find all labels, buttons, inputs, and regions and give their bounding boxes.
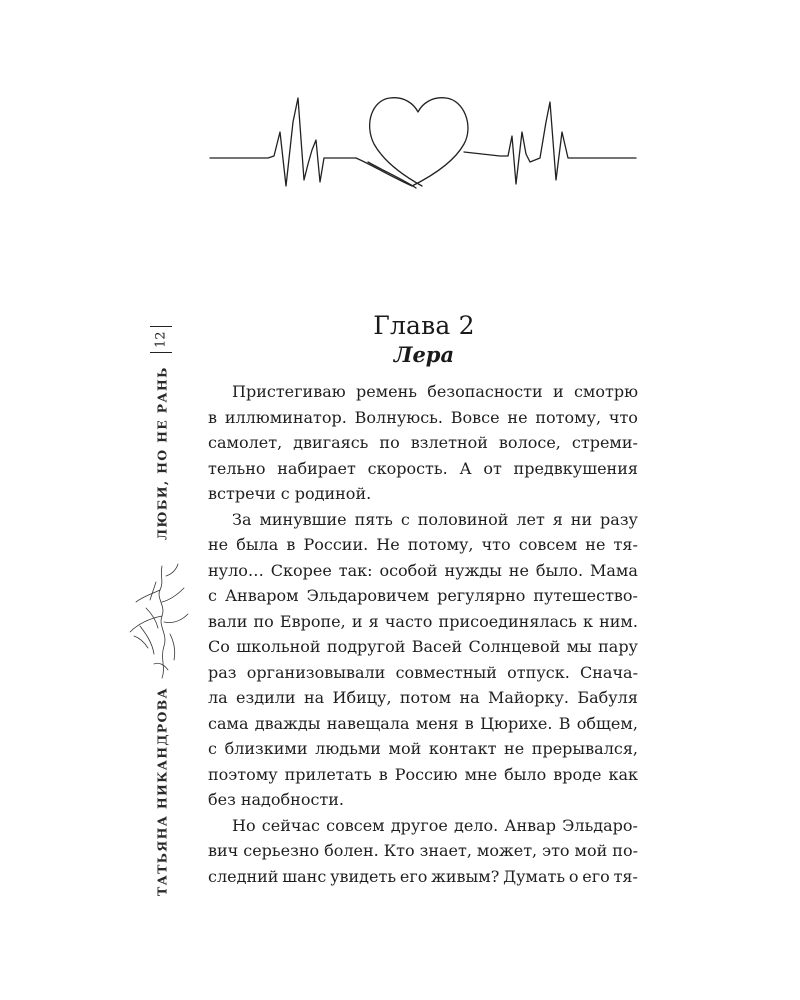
text-line: Но сейчас совсем другое дело. Анвар Эльдаро-: [232, 815, 638, 835]
text-line: поэтому прилетать в Россию мне было вроде как: [208, 764, 638, 784]
text-line: в иллюминатор. Волнуюсь. Вовсе не потому, что: [208, 407, 638, 427]
body-text: [208, 379, 638, 889]
text-line: раз организовывали совместный отпуск. Снача-: [208, 662, 638, 682]
text-line: следний шанс увидеть его живым? Думать о его тя-: [208, 866, 638, 886]
sketch-illustration-icon: [126, 562, 192, 680]
text-line: нуло… Скорее так: особой нужды не было. Мама: [208, 560, 638, 580]
text-line: сама дважды навещала меня в Цюрихе. В общем,: [208, 713, 638, 733]
text-line: встречи с родиной.: [208, 484, 372, 503]
text-line: За минувшие пять с половиной лет я ни разу: [232, 509, 638, 529]
running-title: ЛЮБИ, НО НЕ РАНЬ: [154, 366, 170, 540]
text-line: не была в России. Не потому, что совсем не тя-: [208, 535, 638, 554]
text-line: вич серьезно болен. Кто знает, может, это мой по-: [208, 841, 638, 860]
text-line: самолет, двигаясь по взлетной волосе, стреми-: [208, 433, 638, 452]
chapter-subtitle: Лера: [393, 342, 455, 367]
text-line: тельно набирает скорость. А от предвкушения: [208, 458, 638, 478]
text-line: Пристегиваю ремень безопасности и смотрю: [232, 382, 638, 401]
text-line: ла ездили на Ибицу, потом на Майорку. Бабуля: [208, 688, 638, 707]
text-line: без надобности.: [208, 790, 345, 809]
page-number: 12: [150, 326, 172, 353]
text-line: вали по Европе, и я часто присоединялась к ним.: [208, 611, 638, 631]
chapter-title: Глава 2: [373, 311, 475, 340]
text-line: с близкими людьми мой контакт не прерывался,: [208, 739, 638, 758]
text-line: с Анваром Эльдаровичем регулярно путешество-: [208, 586, 638, 605]
text-line: Со школьной подругой Васей Солнцевой мы пару: [208, 637, 638, 656]
author-name: ТАТЬЯНА НИКАНДРОВА: [154, 687, 170, 896]
heartbeat-heart-icon: [208, 92, 638, 192]
